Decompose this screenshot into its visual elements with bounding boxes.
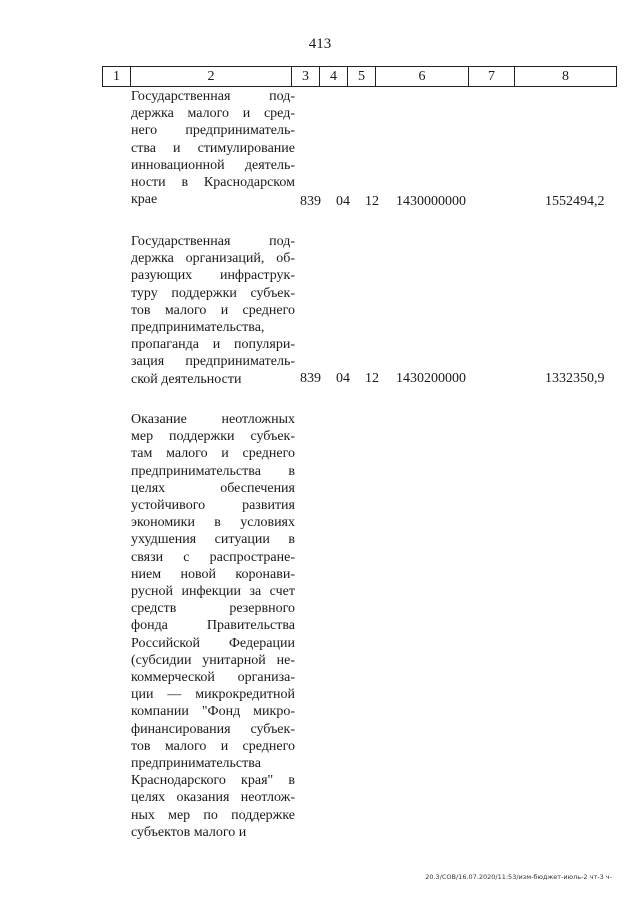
row-1-col5: 12 [365, 194, 379, 209]
description-line: субъектов малого и [131, 824, 247, 840]
description-line: крае [131, 192, 158, 208]
description-line: инновационной деятель- [131, 157, 295, 173]
description-line: Государственная под- [131, 234, 295, 249]
description-line: держка организаций, об- [131, 251, 295, 267]
column-header-7: 7 [469, 67, 515, 87]
row-3-description [131, 411, 295, 841]
description-line: средств резервного [131, 601, 295, 617]
page-number: 413 [308, 36, 332, 52]
description-line: разующих инфраструк- [131, 268, 295, 284]
row-2-col8: 1332350,9 [545, 371, 605, 386]
row-2-col5: 12 [365, 371, 379, 386]
description-line: держка малого и сред- [131, 106, 295, 122]
row-1-col3: 839 [300, 194, 321, 209]
description-line: нием новой коронави- [131, 566, 295, 582]
column-header-4: 4 [320, 67, 348, 87]
description-line: ных мер по поддержке [131, 807, 295, 823]
row-2-col6: 1430200000 [396, 371, 466, 386]
column-header-1: 1 [103, 67, 131, 87]
description-line: мер поддержки субъек- [131, 429, 295, 445]
description-line: (субсидии унитарной не- [131, 652, 295, 668]
description-line: предпринимательства [131, 756, 261, 772]
description-line: Российской Федерации [131, 635, 295, 651]
column-header-3: 3 [292, 67, 320, 87]
row-1-col6: 1430000000 [396, 194, 466, 209]
description-line: предпринимательства в [131, 463, 295, 479]
description-line: Оказание неотложных [131, 412, 295, 427]
row-1-col8: 1552494,2 [545, 194, 605, 209]
description-line: там малого и среднего [131, 446, 295, 462]
description-line: него предприниматель- [131, 123, 295, 139]
description-line: русной инфекции за счет [131, 584, 295, 600]
description-line: устойчивого развития [131, 498, 295, 514]
row-2-col4: 04 [336, 371, 350, 386]
description-line: ции — микрокредитной [131, 687, 295, 703]
row-1-description [131, 88, 295, 208]
description-line: пропаганда и популяри- [131, 337, 295, 353]
column-header-8: 8 [515, 67, 617, 87]
description-line: компании "Фонд микро- [131, 704, 295, 720]
row-2-col3: 839 [300, 371, 321, 386]
description-line: финансирования субъек- [131, 721, 295, 737]
column-header-6: 6 [376, 67, 469, 87]
description-line: ухудшения ситуации в [131, 532, 295, 548]
row-1-col4: 04 [336, 194, 350, 209]
description-line: тов малого и среднего [131, 738, 295, 754]
column-header-2: 2 [131, 67, 292, 87]
description-line: фонда Правительства [131, 618, 295, 634]
description-line: Государственная под- [131, 89, 295, 104]
description-line: зация предприниматель- [131, 354, 295, 370]
column-header-5: 5 [348, 67, 376, 87]
description-line: коммерческой организа- [131, 670, 295, 686]
description-line: целях обеспечения [131, 480, 295, 496]
document-footer: 20.3/СОВ/16.07.2020/11:53/изм-бюджет-июль-2 чт-3 ч- [425, 873, 612, 881]
row-2-description [131, 233, 295, 388]
description-line: туру поддержки субъек- [131, 285, 295, 301]
description-line: целях оказания неотлож- [131, 790, 295, 806]
description-line: ской деятельности [131, 371, 242, 387]
column-header-row [102, 66, 617, 87]
description-line: Краснодарского края" в [131, 773, 295, 789]
description-line: предпринимательства, [131, 320, 265, 336]
description-line: экономики в условиях [131, 515, 295, 531]
description-line: связи с распростране- [131, 549, 295, 565]
description-line: ства и стимулирование [131, 140, 295, 156]
description-line: тов малого и среднего [131, 302, 295, 318]
description-line: ности в Краснодарском [131, 175, 295, 191]
